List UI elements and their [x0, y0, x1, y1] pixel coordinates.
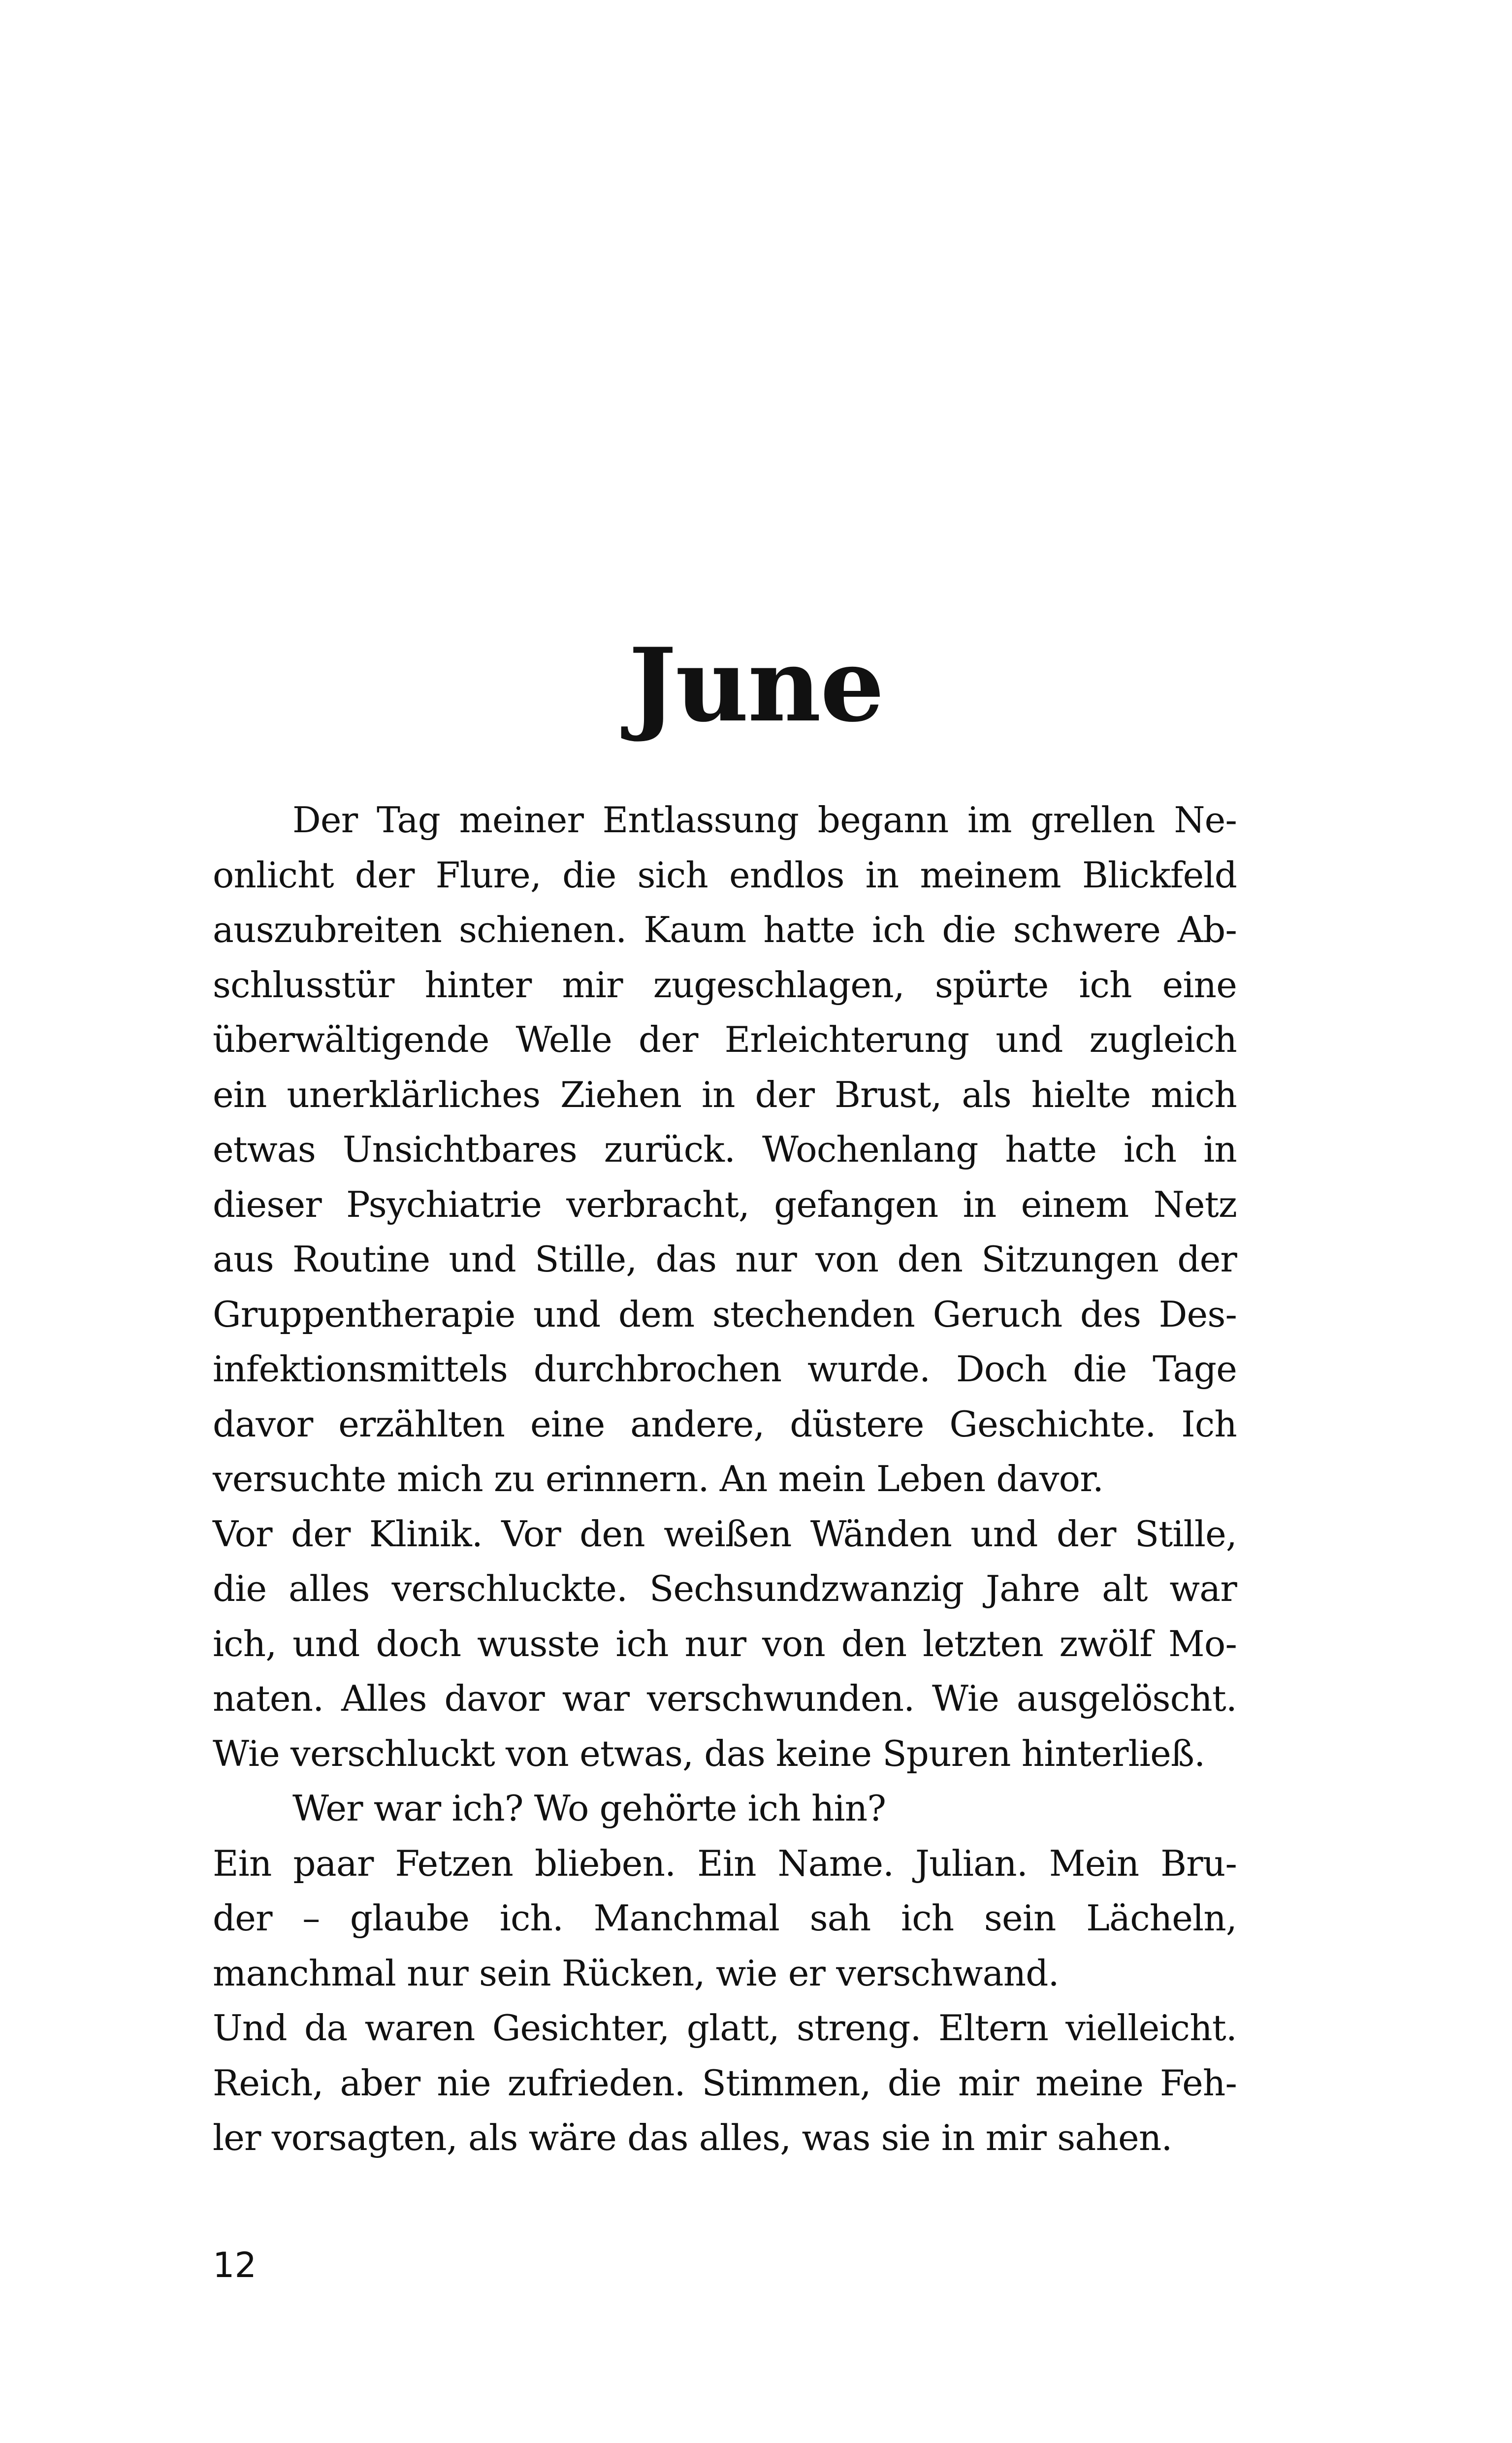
text-line: versuchte mich zu erinnern. An mein Leben davor. — [213, 1458, 1104, 1499]
text-line: etwas Unsichtbares zurück. Wochenlang hatte ich in — [213, 1129, 1237, 1170]
text-line: die alles verschluckte. Sechsundzwanzig Jahre alt war — [213, 1568, 1237, 1609]
text-line: davor erzählten eine andere, düstere Geschichte. Ich — [213, 1403, 1237, 1445]
text-line: Ein paar Fetzen blieben. Ein Name. Julian. Mein Bru- — [213, 1842, 1237, 1884]
text-line: ler vorsagten, als wäre das alles, was sie in mir sahen. — [213, 2117, 1172, 2158]
text-line: ein unerklärliches Ziehen in der Brust, als hielte mich — [213, 1074, 1237, 1115]
paragraph — [213, 1781, 1237, 1836]
text-line: Wer war ich? Wo gehörte ich hin? — [292, 1788, 886, 1829]
text-line: schlusstür hinter mir zugeschlagen, spürte ich eine — [213, 964, 1237, 1006]
text-line: Wie verschluckt von etwas, das keine Spuren hinterließ. — [213, 1732, 1205, 1774]
text-line: auszubreiten schienen. Kaum hatte ich die schwere Ab- — [213, 909, 1237, 950]
text-line: überwältigende Welle der Erleichterung und zugleich — [213, 1019, 1237, 1060]
text-line: dieser Psychiatrie verbracht, gefangen in einem Netz — [213, 1183, 1237, 1225]
text-line: der – glaube ich. Manchmal sah ich sein Lächeln, — [213, 1897, 1237, 1939]
text-line: onlicht der Flure, die sich endlos in meinem Blickfeld — [213, 854, 1237, 896]
text-line: Und da waren Gesichter, glatt, streng. Eltern vielleicht. — [213, 2007, 1237, 2049]
text-line: infektionsmittels durchbrochen wurde. Doch die Tage — [213, 1348, 1237, 1390]
body-text — [213, 793, 1237, 2166]
paragraph — [213, 2001, 1237, 2166]
paragraph — [213, 1836, 1237, 2001]
chapter-title: June — [628, 626, 884, 745]
text-line: naten. Alles davor war verschwunden. Wie ausgelöscht. — [213, 1678, 1237, 1719]
text-line: Reich, aber nie zufrieden. Stimmen, die mir meine Feh- — [213, 2062, 1237, 2104]
text-line: aus Routine und Stille, das nur von den Sitzungen der — [213, 1238, 1237, 1280]
page-number: 12 — [213, 2245, 257, 2285]
text-line: Gruppentherapie und dem stechenden Geruch des Des- — [213, 1293, 1237, 1335]
text-line: manchmal nur sein Rücken, wie er verschwand. — [213, 1952, 1059, 1994]
paragraph — [213, 793, 1237, 1507]
text-line: Der Tag meiner Entlassung begann im grellen Ne- — [292, 799, 1237, 841]
text-line: ich, und doch wusste ich nur von den letzten zwölf Mo- — [213, 1623, 1237, 1664]
paragraph — [213, 1507, 1237, 1782]
text-line: Vor der Klinik. Vor den weißen Wänden und der Stille, — [213, 1513, 1237, 1555]
